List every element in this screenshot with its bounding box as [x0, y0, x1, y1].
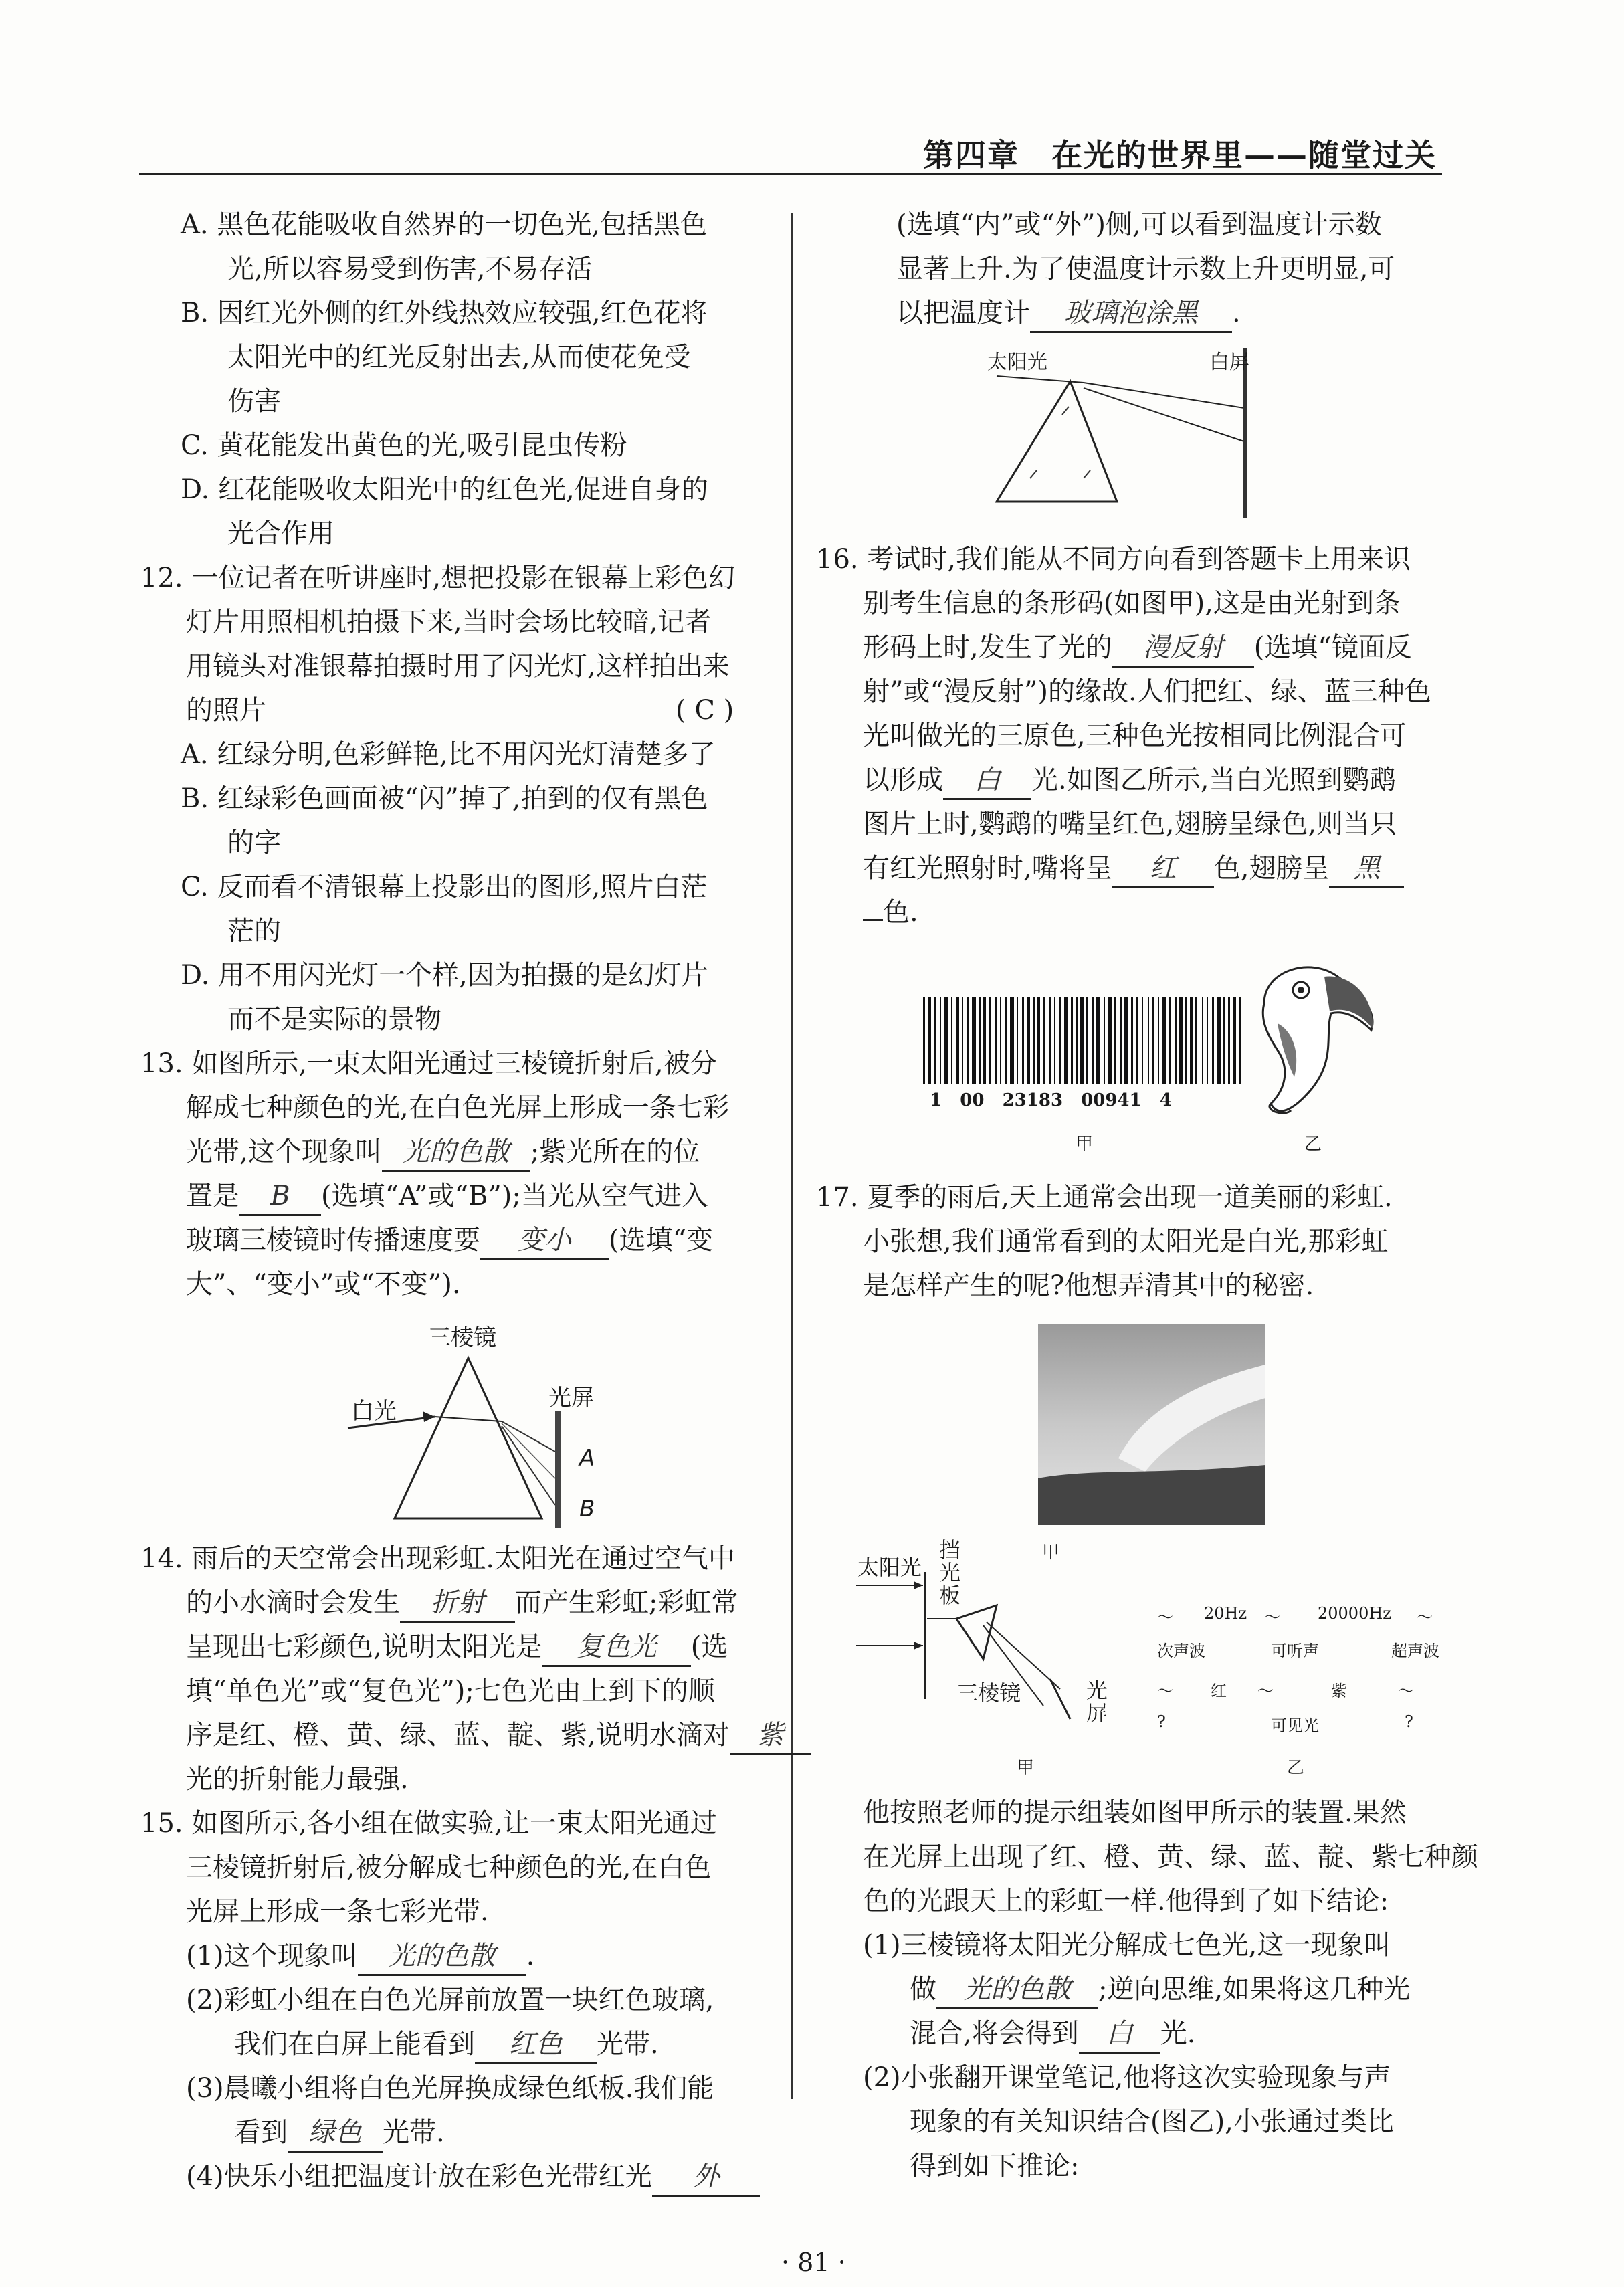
violet-label: 紫	[1331, 1682, 1347, 1700]
q15-text: 光带.	[383, 2117, 445, 2148]
prism-shape	[395, 1358, 542, 1518]
q17-part-1: (1)三棱镜将太阳光分解成七色光,这一现象叫	[863, 1930, 1391, 1961]
barcode-bar	[1043, 997, 1045, 1084]
q14-answer-2: 复色光	[542, 1629, 691, 1667]
barcode-bar	[1005, 997, 1007, 1084]
q17-part-2: (2)小张翻开课堂笔记,他将这次实验现象与声	[863, 2062, 1391, 2093]
infrasound-label: 次声波	[1157, 1642, 1205, 1660]
hz-20000: 20000Hz	[1318, 1604, 1391, 1623]
prism-shape	[997, 381, 1117, 502]
q13-stem	[186, 1220, 713, 1263]
q16-answer-1: 漫反射	[1112, 629, 1254, 668]
barcode-bar	[951, 997, 952, 1084]
q15-part-1	[186, 1936, 534, 1979]
wave-tilde: 〜	[1157, 1682, 1173, 1700]
q17-body: 色的光跟天上的彩虹一样.他得到了如下结论:	[863, 1886, 1389, 1916]
q16-stem	[863, 848, 1404, 891]
q14-stem: 填“单色光”或“复色光”);七色光由上到下的顺	[186, 1676, 715, 1706]
q13-fig-white-label: 白光	[351, 1398, 397, 1425]
barcode-bar	[1054, 997, 1055, 1084]
barcode-bar	[956, 997, 959, 1084]
chapter-title: 第四章 在光的世界里——随堂过关	[923, 137, 1437, 173]
q17-text: 做	[910, 1974, 936, 2005]
unknown-left: ?	[1157, 1712, 1166, 1731]
q16-answer-4-cont	[863, 919, 883, 921]
header-rule	[139, 173, 1442, 175]
q13-text: ;紫光所在的位	[530, 1136, 700, 1167]
q16-answer-3: 红	[1112, 850, 1214, 888]
barcode-bar	[1049, 997, 1051, 1084]
q17-photo-caption: 甲	[1042, 1543, 1060, 1563]
q15-cont: 显著上升.为了使温度计示数上升更明显,可	[896, 254, 1395, 284]
q16-stem: 光叫做光的三原色,三种色光按相同比例混合可	[863, 720, 1407, 751]
q13-stem	[186, 1176, 708, 1219]
barcode-bar	[1096, 997, 1100, 1084]
barcode-bar	[1037, 997, 1040, 1084]
q14-stem	[186, 1583, 738, 1625]
q15-stem: 三棱镜折射后,被分解成七种颜色的光,在白色	[186, 1852, 712, 1883]
q17-answer-2: 白	[1079, 2015, 1160, 2054]
q15-fig-sun-label: 太阳光	[987, 351, 1047, 374]
barcode-bar	[1162, 997, 1166, 1084]
q15-text: 我们在白屏上能看到	[234, 2029, 475, 2060]
q15-part-2: (2)彩虹小组在白色光屏前放置一块红色玻璃,	[186, 1985, 714, 2015]
page-number: · 81 ·	[781, 2248, 846, 2277]
wave-tilde: 〜	[1398, 1682, 1414, 1700]
q16-text: 色,翅膀呈	[1213, 853, 1330, 884]
q17-stem: 小张想,我们通常看到的太阳光是白光,那彩虹	[863, 1226, 1389, 1257]
wave-tilde: 〜	[1157, 1608, 1173, 1627]
q13-stem: 大”、“变小”或“不变”).	[186, 1269, 461, 1300]
q14-text: 序是红、橙、黄、绿、蓝、靛、紫,说明水滴对	[186, 1720, 730, 1751]
barcode-bar	[1092, 997, 1094, 1084]
q13-answer-3: 变小	[480, 1222, 609, 1260]
q17-part-1-cont	[910, 2013, 1195, 2056]
q13-text: (选填“变	[609, 1225, 714, 1256]
q13-text: (选填“A”或“B”);当光从空气进入	[321, 1181, 708, 1211]
q12-option-b: B. 红绿彩色画面被“闪”掉了,拍到的仅有黑色	[181, 783, 708, 814]
q15-answer-1: 光的色散	[358, 1938, 526, 1976]
q16-stem	[863, 627, 1412, 670]
q13-text: 光带,这个现象叫	[186, 1136, 382, 1167]
q16-stem	[863, 760, 1396, 803]
q14-stem: 14. 雨后的天空常会出现彩虹.太阳光在通过空气中	[140, 1543, 736, 1574]
q17-fig-screen-label: 光屏	[1086, 1678, 1108, 1726]
column-divider	[791, 213, 793, 2099]
barcode-bar	[1022, 997, 1024, 1084]
q15-part-3: (3)晨曦小组将白色光屏换成绿色纸板.我们能	[186, 2073, 714, 2104]
q11-option-d: D. 红花能吸收太阳光中的红色光,促进自身的	[181, 474, 708, 505]
q16-text: 光.如图乙所示,当白光照到鹦鹉	[1031, 765, 1397, 795]
barcode-bar	[962, 997, 963, 1084]
q17-fig-caption-jia: 甲	[1017, 1758, 1035, 1778]
q13-stem: 13. 如图所示,一束太阳光通过三棱镜折射后,被分	[140, 1048, 717, 1079]
wave-tilde: 〜	[1417, 1608, 1433, 1627]
q17-text: ;逆向思维,如果将这几种光	[1098, 1974, 1411, 2005]
barcode-bar	[1108, 997, 1112, 1084]
q14-text: 呈现出七彩颜色,说明太阳光是	[186, 1631, 542, 1662]
q12-option-d-cont: 而不是实际的景物	[227, 1004, 441, 1035]
barcode-bar	[1202, 997, 1203, 1084]
q16-stem	[863, 892, 918, 935]
q13-answer-1: 光的色散	[382, 1134, 530, 1172]
q11-option-b-cont: 伤害	[227, 386, 281, 417]
q15-answer-5: 玻璃泡涂黑	[1030, 295, 1232, 333]
barcode-bar	[1190, 997, 1193, 1084]
q16-text: 形码上时,发生了光的	[863, 632, 1112, 663]
q16-caption-yi: 乙	[1304, 1134, 1322, 1155]
q11-option-b: B. 因红光外侧的红外线热效应较强,红色花将	[181, 298, 708, 328]
barcode-bar	[989, 997, 991, 1084]
barcode-bar	[1158, 997, 1159, 1084]
barcode-bar	[1086, 997, 1088, 1084]
q16-stem: 16. 考试时,我们能从不同方向看到答题卡上用来识	[816, 544, 1411, 575]
visible-light-label: 可见光	[1271, 1716, 1319, 1735]
q14-text: (选	[690, 1631, 728, 1662]
barcode-bar	[1185, 997, 1187, 1084]
barcode-bar	[1027, 997, 1030, 1084]
q14-answer-3: 紫	[730, 1717, 811, 1755]
spectrum-analogy	[1157, 1599, 1458, 1746]
barcode-bar	[983, 997, 986, 1084]
barcode-bar	[940, 997, 941, 1084]
q16-text: 以形成	[863, 765, 943, 795]
barcode-bar	[1142, 997, 1143, 1084]
ultrasound-label: 超声波	[1391, 1642, 1439, 1660]
q15-cont	[896, 293, 1241, 336]
q11-option-a: A. 黑色花能吸收自然界的一切色光,包括黑色	[181, 209, 708, 240]
q16-answer-4: 黑	[1329, 850, 1404, 888]
barcode-bar	[1076, 997, 1078, 1084]
q12-stem: 12. 一位记者在听讲座时,想把投影在银幕上彩色幻	[140, 563, 736, 593]
q17-answer-1: 光的色散	[936, 1971, 1098, 2009]
q14-stem: 光的折射能力最强.	[186, 1764, 409, 1795]
q12-option-c: C. 反而看不清银幕上投影出的图形,照片白茫	[181, 872, 708, 902]
q17-text: 混合,将会得到	[910, 2018, 1079, 2049]
q15-fig-screen-label: 白屏	[1209, 351, 1249, 374]
barcode-bar	[1080, 997, 1084, 1084]
q13-answer-2: B	[239, 1178, 321, 1216]
barcode-bar	[1152, 997, 1154, 1084]
q16-stem: 图片上时,鹦鹉的嘴呈红色,翅膀呈绿色,则当只	[863, 809, 1397, 839]
light-screen	[1050, 1679, 1070, 1719]
q16-stem: 射”或“漫反射”)的缘故.人们把红、绿、蓝三种色	[863, 676, 1431, 707]
barcode-bar	[967, 997, 969, 1084]
barcode-image	[916, 997, 1251, 1090]
q17-part-1-cont	[910, 1969, 1410, 2012]
q12-stem: 用镜头对准银幕拍摄时用了闪光灯,这样拍出来	[186, 651, 730, 682]
barcode-bar	[1212, 997, 1214, 1084]
q11-option-d-cont: 光合作用	[227, 518, 334, 549]
q12-option-d: D. 用不用闪光灯一个样,因为拍摄的是幻灯片	[181, 960, 708, 991]
q17-fig-prism-label: 三棱镜	[956, 1680, 1021, 1706]
barcode-bar	[1104, 997, 1105, 1084]
q15-text: 光带.	[597, 2029, 659, 2060]
q11-option-b-cont: 太阳光中的红光反射出去,从而使花免受	[227, 342, 691, 373]
q13-stem	[186, 1132, 700, 1175]
q15-answer-4: 外	[652, 2159, 760, 2197]
barcode-bar	[1148, 997, 1149, 1084]
barcode-bar	[1131, 997, 1133, 1084]
q14-text: 的小水滴时会发生	[186, 1587, 400, 1618]
q15-part-4	[186, 2157, 760, 2199]
barcode-bar	[928, 997, 931, 1084]
q15-text: .	[526, 1941, 535, 1971]
barcode-bar	[1207, 997, 1208, 1084]
barcode-bar	[1120, 997, 1122, 1084]
q15-part-2-cont	[234, 2024, 659, 2067]
q15-text: 以把温度计	[896, 298, 1030, 328]
rainbow-photo	[1038, 1324, 1265, 1525]
q15-stem: 光屏上形成一条七彩光带.	[186, 1896, 489, 1927]
q14-answer-1: 折射	[400, 1585, 515, 1623]
barcode-bar	[1217, 997, 1221, 1084]
barcode-bar	[1000, 997, 1001, 1084]
barcode-bar	[1010, 997, 1014, 1084]
q15-text: 看到	[234, 2117, 288, 2148]
q17-fig-sun-label: 太阳光	[857, 1555, 922, 1580]
prism-shape	[956, 1605, 997, 1659]
barcode-bar	[1136, 997, 1138, 1084]
q17-body: 在光屏上出现了红、橙、黄、绿、蓝、靛、紫七种颜	[863, 1842, 1478, 1872]
q11-option-c: C. 黄花能发出黄色的光,吸引昆虫传粉	[181, 430, 627, 461]
q15-answer-3: 绿色	[288, 2114, 383, 2153]
q16-caption-jia: 甲	[1076, 1134, 1094, 1155]
barcode-bar	[1169, 997, 1171, 1084]
q17-fig-board-label: 挡光板	[939, 1537, 961, 1608]
barcode-bar	[1064, 997, 1068, 1084]
q17-body: 他按照老师的提示组装如图甲所示的装置.果然	[863, 1797, 1407, 1828]
q17-stem: 17. 夏季的雨后,天上通常会出现一道美丽的彩虹.	[816, 1182, 1393, 1213]
barcode-number: 1 00 23183 00941 4	[930, 1090, 1172, 1110]
barcode-bar	[934, 997, 936, 1084]
q13-text: 玻璃三棱镜时传播速度要	[186, 1225, 480, 1256]
q15-cont: (选填“内”或“外”)侧,可以看到温度计示数	[896, 209, 1382, 240]
q11-option-a-cont: 光,所以容易受到伤害,不易存活	[227, 254, 593, 284]
q15-text: (1)这个现象叫	[186, 1941, 358, 1971]
q16-text: (选填“镜面反	[1253, 632, 1412, 663]
barcode-bar	[1114, 997, 1116, 1084]
q12-option-c-cont: 茫的	[227, 916, 281, 947]
q17-fig-caption-yi: 乙	[1287, 1758, 1305, 1778]
light-screen	[555, 1411, 561, 1528]
barcode-bar	[979, 997, 981, 1084]
barcode-bar	[1017, 997, 1018, 1084]
q13-stem: 解成七种颜色的光,在白色光屏上形成一条七彩	[186, 1092, 730, 1123]
red-label: 红	[1211, 1682, 1227, 1700]
barcode-bar	[1071, 997, 1073, 1084]
q15-answer-2: 红色	[475, 2026, 597, 2064]
wave-tilde: 〜	[1264, 1608, 1280, 1627]
hz-20: 20Hz	[1204, 1604, 1247, 1623]
ray-arrowhead	[423, 1411, 435, 1422]
q16-text: 色.	[883, 897, 918, 928]
barcode-bar	[1033, 997, 1035, 1084]
barcode-bar	[1175, 997, 1177, 1084]
unknown-right: ?	[1405, 1712, 1413, 1731]
barcode-bar	[1179, 997, 1183, 1084]
barcode-bar	[944, 997, 948, 1084]
barcode-bar	[923, 997, 925, 1084]
wave-tilde: 〜	[1257, 1682, 1274, 1700]
q14-text: 而产生彩虹;彩虹常	[515, 1587, 738, 1618]
q17-part-2-cont: 得到如下推论:	[910, 2151, 1080, 2181]
q13-fig-prism-label: 三棱镜	[428, 1324, 496, 1351]
q15-text: (4)快乐小组把温度计放在彩色光带红光	[186, 2161, 652, 2192]
q13-fig-b-label: B	[579, 1496, 595, 1522]
q17-part-2-cont: 现象的有关知识结合(图乙),小张通过类比	[910, 2106, 1394, 2137]
q17-stem: 是怎样产生的呢?他想弄清其中的秘密.	[863, 1270, 1314, 1301]
q12-option-a: A. 红绿分明,色彩鲜艳,比不用闪光灯清楚多了	[181, 739, 716, 770]
q13-fig-a-label: A	[579, 1445, 595, 1472]
q16-stem: 别考生信息的条形码(如图甲),这是由光射到条	[863, 588, 1401, 619]
q16-text: 有红光照射时,嘴将呈	[863, 853, 1112, 884]
q15-text: .	[1232, 298, 1241, 328]
q17-text: 光.	[1160, 2018, 1196, 2049]
q14-stem	[186, 1627, 728, 1670]
q15-stem: 15. 如图所示,各小组在做实验,让一束太阳光通过	[140, 1808, 717, 1839]
barcode-bar	[995, 997, 997, 1084]
q12-answer: ( C )	[676, 695, 734, 726]
barcode-bar	[1059, 997, 1061, 1084]
audible-label: 可听声	[1271, 1642, 1319, 1660]
q13-text: 置是	[186, 1181, 239, 1211]
q14-stem	[186, 1715, 811, 1758]
q15-part-3-cont	[234, 2112, 445, 2155]
q12-option-b-cont: 的字	[227, 827, 281, 858]
parrot-image	[1224, 950, 1398, 1124]
q13-fig-screen-label: 光屏	[548, 1385, 594, 1411]
barcode-bar	[1124, 997, 1128, 1084]
q16-answer-2: 白	[943, 762, 1031, 800]
q12-stem: 灯片用照相机拍摄下来,当时会场比较暗,记者	[186, 607, 712, 637]
q12-stem: 的照片	[186, 695, 266, 726]
barcode-bar	[1195, 997, 1197, 1084]
barcode-bar	[972, 997, 976, 1084]
